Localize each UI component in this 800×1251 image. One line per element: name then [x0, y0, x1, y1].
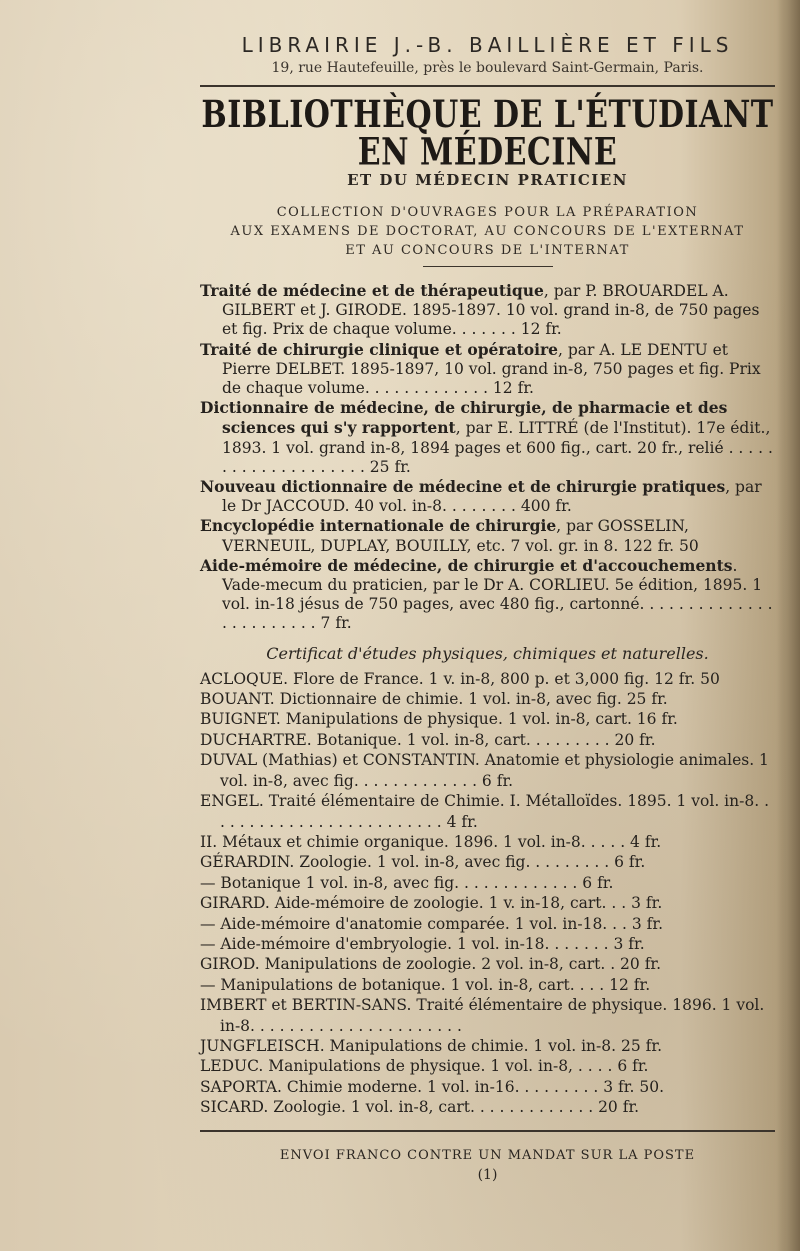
list-item: II. Métaux et chimie organique. 1896. 1 vol. in-8. . . . . 4 fr.	[200, 832, 662, 851]
book-title: Encyclopédie internationale de chirurgie	[200, 516, 557, 536]
list-item: ENGEL. Traité élémentaire de Chimie. I. Métalloïdes. 1895. 1 vol. in-8. . . . . . . . . . . . . . . . . . . . . . . . . 4 fr.	[200, 792, 769, 831]
list-item: LEDUC. Manipulations de physique. 1 vol. in-8, . . . . 6 fr.	[200, 1057, 649, 1076]
publisher-name: LIBRAIRIE J.-B. BAILLIÈRE ET FILS	[241, 33, 734, 57]
book-details: , par E. LITTRÉ (de l'Institut). 17e édit., 1893. 1 vol. grand in-8, 1894 pages et 600 fig., cart. 20 fr., relié . . . . . . . . . . . . . . . . . . . . 25 fr.	[222, 419, 773, 476]
list-item: GÉRARDIN. Zoologie. 1 vol. in-8, avec fig. . . . . . . . . 6 fr.	[200, 853, 646, 872]
book-details: , par le Dr JACCOUD. 40 vol. in-8. . . . . . . . 400 fr.	[222, 478, 762, 516]
list-item: SICARD. Zoologie. 1 vol. in-8, cart. . . . . . . . . . . . . 20 fr.	[200, 1098, 640, 1117]
book-entry	[200, 281, 775, 340]
book-title: Traité de chirurgie clinique et opératoire	[200, 339, 559, 359]
list-item: SAPORTA. Chimie moderne. 1 vol. in-16. . . . . . . . . 3 fr. 50.	[200, 1077, 664, 1096]
list-item: JUNGFLEISCH. Manipulations de chimie. 1 vol. in-8. 25 fr.	[200, 1036, 663, 1055]
book-title: Traité de médecine et de thérapeutique	[200, 281, 544, 300]
list-item: — Aide-mémoire d'embryologie. 1 vol. in-18. . . . . . . 3 fr.	[200, 934, 645, 953]
page-content	[200, 34, 775, 1183]
page-edge-shadow	[778, 0, 800, 1251]
list-item: ACLOQUE. Flore de France. 1 v. in-8, 800 p. et 3,000 fig. 12 fr. 50	[200, 669, 720, 688]
list-item: IMBERT et BERTIN-SANS. Traité élémentaire de physique. 1896. 1 vol. in-8. . . . . . . . . . . . . . . . . . . . . .	[200, 996, 765, 1035]
list-item: — Botanique 1 vol. in-8, avec fig. . . . . . . . . . . . . 6 fr.	[200, 873, 614, 892]
collection-description	[200, 203, 775, 260]
collection-title: BIBLIOTHÈQUE DE L'ÉTUDIANT EN MÉDECINE	[201, 93, 774, 175]
book-entry	[200, 398, 775, 477]
list-item: BUIGNET. Manipulations de physique. 1 vol. in-8, cart. 16 fr.	[200, 710, 678, 729]
book-details: . Vade-mecum du praticien, par le Dr A. CORLIEU. 5e édition, 1895. 1 vol. in-18 jésus de 750 pages, avec 480 fig., cartonné. . . . . . . . . . . . . . . . . . . . . . . . 7 fr.	[222, 556, 773, 633]
book-title: Dictionnaire de médecine, de chirurgie, de pharmacie et des sciences qui s'y rapportent	[200, 398, 728, 438]
book-title: Aide-mémoire de médecine, de chirurgie et d'accouchements	[200, 555, 733, 575]
header-rule	[200, 85, 775, 87]
list-item: DUCHARTRE. Botanique. 1 vol. in-8, cart. . . . . . . . . 20 fr.	[200, 730, 656, 749]
list-item: — Aide-mémoire d'anatomie comparée. 1 vol. in-18. . . 3 fr.	[200, 914, 664, 933]
list-item: GIROD. Manipulations de zoologie. 2 vol. in-8, cart. . 20 fr.	[200, 955, 662, 974]
page-number: (1)	[477, 1166, 498, 1183]
list-item: DUVAL (Mathias) et CONSTANTIN. Anatomie et physiologie animales. 1 vol. in-8, avec fig. . . . . . . . . . . . . 6 fr.	[200, 751, 769, 790]
collection-subtitle: ET DU MÉDECIN PRATICIEN	[347, 171, 628, 189]
collection-line: ET AU CONCOURS DE L'INTERNAT	[345, 243, 630, 258]
book-entry	[200, 556, 775, 634]
footer-rule	[200, 1130, 775, 1132]
book-entry	[200, 477, 775, 516]
book-entry	[200, 516, 775, 555]
collection-line: AUX EXAMENS DE DOCTORAT, AU CONCOURS DE L'EXTERNAT	[230, 224, 745, 239]
section-rule	[423, 266, 553, 267]
book-entry	[200, 340, 775, 399]
publisher-address: 19, rue Hautefeuille, près le boulevard Saint-Germain, Paris.	[271, 60, 704, 76]
certificat-heading: Certificat d'études physiques, chimiques et naturelles.	[266, 643, 709, 663]
book-details: , par P. BROUARDEL A. GILBERT et J. GIRODE. 1895-1897. 10 vol. grand in-8, de 750 pages et fig. Prix de chaque volume. . . . . . . 12 fr.	[222, 282, 760, 339]
main-entries	[200, 281, 775, 634]
book-details: , par GOSSELIN, VERNEUIL, DUPLAY, BOUILLY, etc. 7 vol. gr. in 8. 122 fr. 50	[222, 517, 699, 555]
book-title: Nouveau dictionnaire de médecine et de chirurgie pratiques	[200, 477, 726, 497]
certificat-book-list	[200, 669, 775, 1118]
list-item: BOUANT. Dictionnaire de chimie. 1 vol. in-8, avec fig. 25 fr.	[200, 690, 668, 709]
collection-line: COLLECTION D'OUVRAGES POUR LA PRÉPARATION	[276, 205, 699, 220]
book-details: , par A. LE DENTU et Pierre DELBET. 1895-1897, 10 vol. grand in-8, 750 pages et fig. Prix de chaque volume. . . . . . . . . . . . . 12 fr.	[222, 340, 761, 398]
list-item: GIRARD. Aide-mémoire de zoologie. 1 v. in-18, cart. . . 3 fr.	[200, 894, 663, 913]
shipping-note: ENVOI FRANCO CONTRE UN MANDAT SUR LA POSTE	[279, 1147, 696, 1163]
list-item: — Manipulations de botanique. 1 vol. in-8, cart. . . . 12 fr.	[200, 975, 651, 994]
